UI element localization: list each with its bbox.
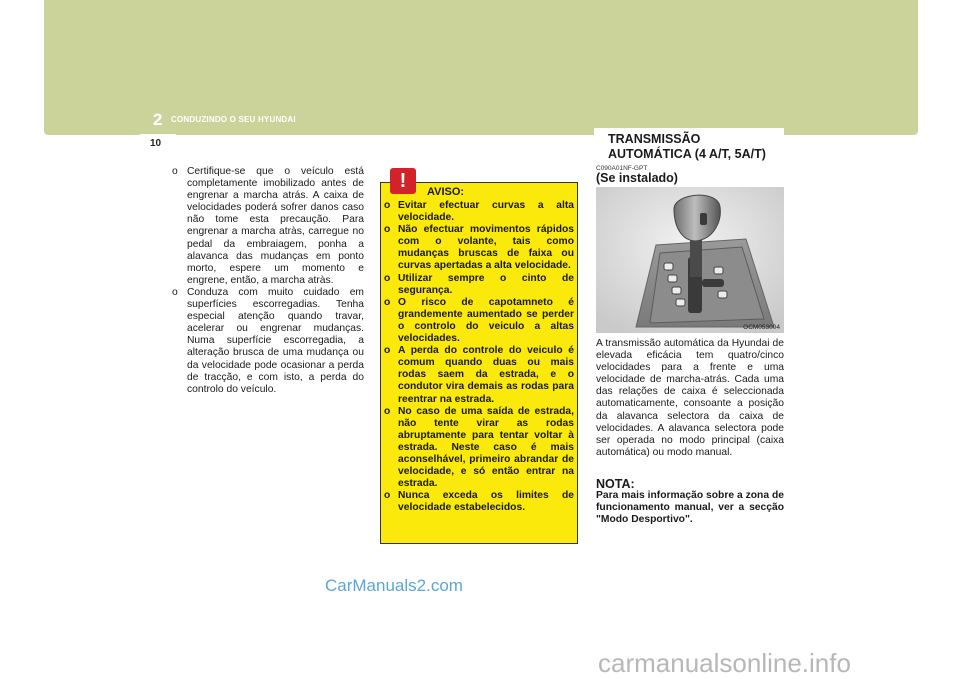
- watermark-right: carmanualsonline.info: [598, 648, 851, 678]
- warning-list: [384, 200, 574, 514]
- warning-item: [384, 345, 574, 405]
- warning-item: [384, 200, 574, 224]
- photo-code: OCM053004: [743, 324, 780, 331]
- bullet-marker: o: [384, 296, 391, 308]
- warning-item-text: Não efectuar movimentos rápidos com o volante, tais como mudanças bruscas de faixa ou curvas apertadas a alta velocidade.: [398, 224, 574, 272]
- list-item: [172, 287, 364, 396]
- warning-item-text: A perda do controle do veiculo é comum quando duas ou mais rodas saem da estrada, e o condutor vira demais as rodas para reentrar na estrada.: [398, 345, 574, 405]
- list-item: [172, 166, 364, 287]
- warning-item: [384, 273, 574, 297]
- section-code: C090A01NF-GPT: [596, 165, 648, 172]
- warning-item-text: Nunca exceda os limites de velocidade estabelecidos.: [398, 490, 574, 514]
- bullet-marker: o: [172, 286, 178, 298]
- bullet-text: Certifique-se que o veículo está completamente imobilizado antes de engrenar a marcha atrás. A caixa de velocidades poderá sofrer danos caso não tome esta precaução. Para engrenar a marcha atràs, carregue no pedal da embraiagem, ponha a alavanca das mudanças em ponto morto, espere um momento e engrene, então, a marcha atràs.: [187, 166, 364, 286]
- chapter-number: 2: [153, 110, 163, 129]
- note-title: NOTA:: [596, 477, 635, 491]
- section-title-line2: AUTOMÁTICA (4 A/T, 5A/T): [608, 147, 766, 161]
- warning-title: AVISO:: [427, 186, 465, 198]
- bullet-marker: o: [384, 272, 391, 284]
- watermark-left: CarManuals2.com: [325, 576, 463, 595]
- warning-item-text: No caso de uma saída de estrada, não tente virar as rodas abruptamente para tentar voltar à estrada. Neste caso é mais aconselhável, primeiro abrandar de velocidade, e só então entrar na estrada.: [398, 405, 574, 490]
- warning-item-text: Utilizar sempre o cinto de segurança.: [398, 272, 574, 296]
- warning-item: [384, 297, 574, 345]
- left-column: [172, 166, 364, 396]
- warning-item: [384, 490, 574, 514]
- bullet-marker: o: [384, 345, 391, 357]
- page-number: 10: [150, 138, 162, 149]
- gear-lever-photo: [596, 187, 784, 333]
- note-text: Para mais informação sobre a zona de funcionamento manual, ver a secção "Modo Desportivo".: [596, 490, 784, 526]
- exclamation-icon: !: [390, 168, 416, 194]
- subheading: (Se instalado): [596, 171, 678, 185]
- section-title: [608, 132, 784, 162]
- chapter-title: CONDUZINDO O SEU HYUNDAI: [171, 115, 296, 124]
- bullet-text: Conduza com muito cuidado em superfícies escorregadias. Tenha especial atenção quando travar, acelerar ou engrenar mudanças. Numa superfície escorregadia, a alteração brusca de uma mudança ou da velocidade pode ocasionar a perda de tracção, e com isto, a perda do controlo do veículo.: [187, 286, 364, 395]
- warning-item: [384, 224, 574, 272]
- bullet-marker: o: [384, 405, 391, 417]
- bullet-marker: o: [172, 166, 178, 177]
- bullet-marker: o: [384, 490, 391, 502]
- warning-item: [384, 406, 574, 491]
- gear-lever-illustration: [596, 187, 784, 333]
- bullet-marker: o: [384, 224, 391, 236]
- bullet-marker: o: [384, 200, 391, 211]
- body-paragraph: A transmissão automática da Hyundai de elevada eficácia tem quatro/cinco velocidades para a frente e uma velocidade de marcha-atrás. Cada uma das relações de caixa é seleccionada automaticamente, consoante a posição da alavanca selectora da caixa de velocidades. A alavanca selectora pode ser operada no modo principal (caixa automática) ou modo manual.: [596, 338, 784, 458]
- warning-item-text: O risco de capotamneto é grandemente aumentado se perder o controlo do veiculo a altas velocidades.: [398, 296, 574, 345]
- warning-item-text: Evitar efectuar curvas a alta velocidade.: [398, 200, 574, 224]
- section-title-line1: TRANSMISSÃO: [608, 132, 701, 146]
